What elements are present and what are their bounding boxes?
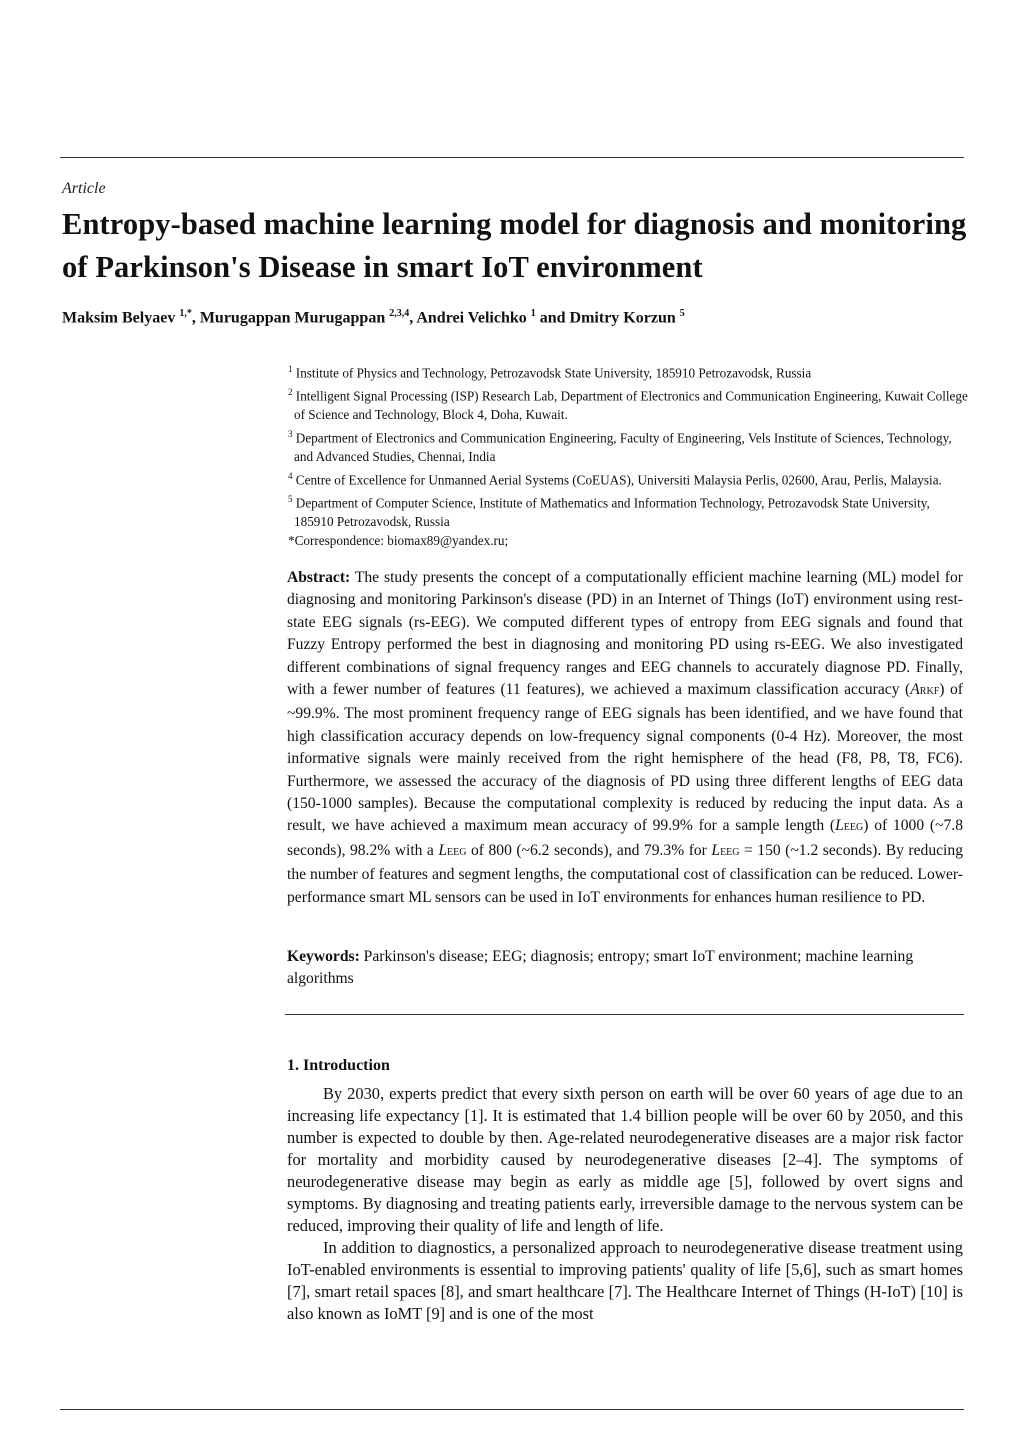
author-name: Murugappan Murugappan (199, 309, 386, 327)
footer-rule (60, 1409, 964, 1410)
introduction-body (287, 1083, 963, 1325)
length-subscript: EEG (843, 822, 864, 834)
author-affiliation-marker: 2,3,4 (389, 308, 410, 319)
correspondence-line: *Correspondence: biomax89@yandex.ru; (288, 532, 509, 548)
affiliation-item (288, 360, 968, 383)
affiliation-item (288, 383, 968, 425)
length-subscript: EEG (447, 846, 467, 858)
affiliation-item (288, 425, 968, 467)
affiliation-number: 4 (288, 470, 293, 481)
author-list (62, 308, 962, 327)
abstract-text: of 800 (~6.2 seconds), and 79.3% for (466, 841, 712, 859)
author-name: Maksim Belyaev (62, 309, 176, 327)
affiliation-item (288, 467, 968, 490)
article-type-label: Article (62, 180, 106, 197)
author-separator: , (409, 309, 417, 327)
author-affiliation-marker: 1 (530, 308, 536, 319)
length-symbol: L (835, 817, 844, 835)
body-paragraph: By 2030, experts predict that every sixth person on earth will be over 60 years of age due to an increasing life expectancy [1]. It is estimated that 1.4 billion people will be over 60 by 2050, and this number is expected to double by then. Age-related neurodegenerative diseases are a major risk factor for mortality and morbidity caused by neurodegenerative diseases [2–4]. The symptoms of neurodegenerative disease may begin as early as middle age [5], followed by overt signs and symptoms. By diagnosing and treating patients early, irreversible damage to the nervous system can be reduced, improving their quality of life and length of life. (287, 1084, 963, 1235)
affiliation-number: 5 (288, 493, 293, 504)
section-heading: 1. Introduction (287, 1057, 390, 1074)
author-affiliation-marker: 5 (679, 308, 685, 319)
abstract-block (287, 567, 963, 909)
affiliation-text: Intelligent Signal Processing (ISP) Research Lab, Department of Electronics and Communication Engineering, Kuwait College of Science and Technology, Block 4, Doha, Kuwait. (294, 388, 968, 423)
accuracy-subscript: RKF (919, 686, 940, 698)
author-separator: and (535, 309, 570, 327)
abstract-label: Abstract: (287, 569, 351, 586)
author-name: Dmitry Korzun (569, 309, 676, 327)
affiliation-item (288, 490, 968, 532)
keywords-block (287, 946, 963, 991)
length-subscript: EEG (720, 846, 740, 858)
body-paragraph: In addition to diagnostics, a personalized approach to neurodegenerative disease treatment using IoT-enabled environments is essential to improving patients' quality of life [5,6], such as smart homes [7], smart retail spaces [8], and smart healthcare [7]. The Healthcare Internet of Things (H-IoT) [10] is also known as IoMT [9] and is one of the most (287, 1238, 963, 1323)
abstract-divider (285, 1014, 964, 1015)
header-rule (60, 157, 964, 158)
abstract-text: ) of 1000 (~7.8 seconds), 98.2% with a (287, 817, 963, 859)
affiliation-text: Centre of Excellence for Unmanned Aerial Systems (CoEUAS), Universiti Malaysia Perlis, 02600, Arau, Perlis, Malaysia. (295, 472, 942, 488)
abstract-text: ) of ~99.9%. The most prominent frequency range of EEG signals has been identified, and we have found that high classification accuracy depends on low-frequency signal components (0-4 Hz). Moreover, the most informative signals were mainly received from the right hemisphere of the head (F8, P8, T8, FC6). Furthermore, we assessed the accuracy of the diagnosis of PD using three different lengths of EEG data (150-1000 samples). Because the computational complexity is reduced by reducing the input data. As a result, we have achieved a maximum mean accuracy of 99.9% for a sample length ( (287, 681, 963, 835)
keywords-text: Parkinson's disease; EEG; diagnosis; entropy; smart IoT environment; machine learning algorithms (287, 948, 914, 988)
author-separator: , (191, 309, 200, 327)
accuracy-symbol: A (910, 681, 920, 699)
abstract-text: = 150 (~1.2 seconds). By reducing the number of features and segment lengths, the computational cost of classification can be reduced. Lower-performance smart ML sensors can be used in IoT environments for enhances human resilience to PD. (287, 841, 963, 906)
keywords-label: Keywords: (287, 948, 360, 965)
affiliation-number: 2 (288, 387, 293, 398)
length-symbol: L (438, 841, 448, 859)
abstract-text: The study presents the concept of a computationally efficient machine learning (ML) model for diagnosing and monitoring Parkinson's disease (PD) in an Internet of Things (IoT) environment using rest-state EEG signals (rs-EEG). We computed different types of entropy from EEG signals and found that Fuzzy Entropy performed the best in diagnosing and monitoring PD using rs-EEG. We also investigated different combinations of signal frequency ranges and EEG channels to accurately diagnose PD. Finally, with a fewer number of features (11 features), we achieved a maximum classification accuracy ( (287, 569, 963, 699)
affiliation-text: Institute of Physics and Technology, Petrozavodsk State University, 185910 Petrozavodsk, Russia (295, 365, 812, 381)
affiliation-text: Department of Computer Science, Institute of Mathematics and Information Technology, Petrozavodsk State University, 185910 Petrozavodsk, Russia (294, 495, 930, 529)
affiliation-list (288, 360, 968, 550)
length-symbol: L (711, 841, 721, 859)
author-name: Andrei Velichko (416, 309, 527, 327)
author-affiliation-marker: 1,* (179, 308, 192, 319)
affiliation-text: Department of Electronics and Communication Engineering, Faculty of Engineering, Vels Institute of Sciences, Technology, and Advanced Studies, Chennai, India (294, 430, 952, 464)
affiliation-number: 3 (288, 428, 293, 439)
paper-title: Entropy-based machine learning model for diagnosis and monitoring of Parkinson's Disease in smart IoT environment (62, 207, 967, 284)
affiliation-number: 1 (288, 364, 293, 374)
